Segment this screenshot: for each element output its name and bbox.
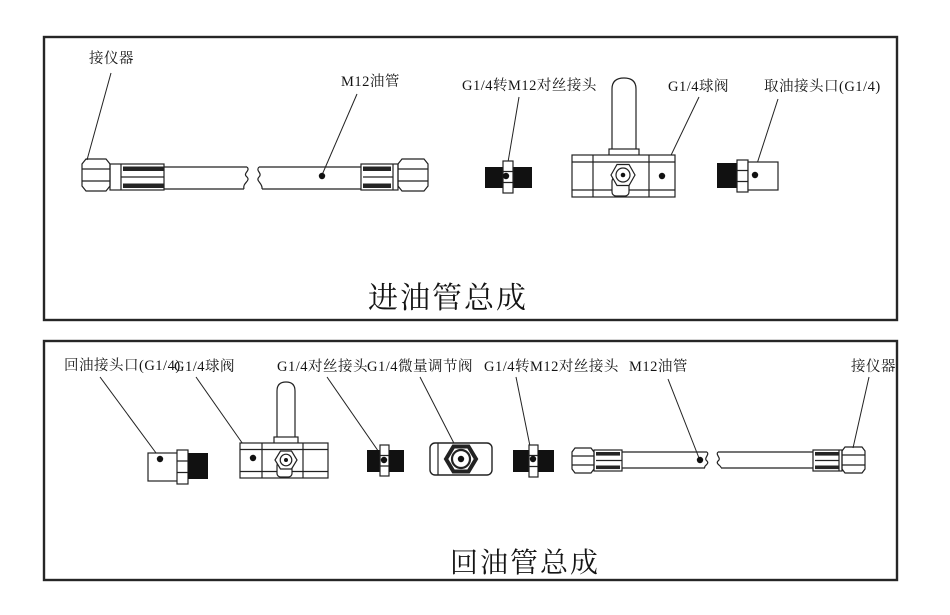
label-return-g14-ball-valve: G1/4球阀 (174, 359, 235, 375)
inlet-adapter-g14-m12-drawing (485, 161, 532, 193)
label-inlet-g14-to-m12-adapter: G1/4转M12对丝接头 (462, 78, 597, 94)
return-adapter-g14-m12-drawing (513, 445, 554, 477)
return-assembly-title: 回油管总成 (450, 548, 601, 579)
inlet-sampling-port-drawing (717, 160, 778, 192)
label-return-m12-hose: M12油管 (629, 359, 688, 375)
return-hose-drawing (572, 447, 865, 473)
return-micro-adjust-valve-drawing (430, 443, 492, 475)
inlet-ball-valve-drawing (572, 78, 675, 197)
inlet-assembly-title: 进油管总成 (368, 282, 528, 315)
label-inlet-m12-hose: M12油管 (341, 74, 400, 90)
return-union-adapter-drawing (367, 445, 404, 476)
label-return-g14-to-m12-adapter: G1/4转M12对丝接头 (484, 359, 619, 375)
label-return-g14-union-adapter: G1/4对丝接头 (277, 359, 368, 375)
return-port-drawing (148, 450, 208, 484)
inlet-hose-drawing (82, 159, 428, 191)
return-ball-valve-drawing (240, 382, 328, 478)
label-return-oil-return-port: 回油接头口(G1/4) (64, 358, 181, 374)
label-inlet-oil-sampling-port: 取油接头口(G1/4) (764, 79, 881, 95)
label-return-g14-micro-adjust-valve: G1/4微量调节阀 (367, 359, 473, 375)
label-inlet-instrument-connection: 接仪器 (89, 51, 134, 67)
label-return-instrument-connection: 接仪器 (851, 359, 896, 375)
label-inlet-g14-ball-valve: G1/4球阀 (668, 79, 729, 95)
